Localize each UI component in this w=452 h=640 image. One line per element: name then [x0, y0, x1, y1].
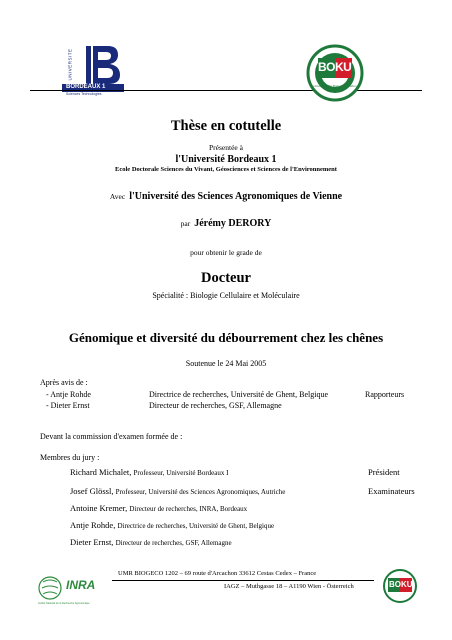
bordeaux-logo-sub: Sciences Technologies — [66, 92, 102, 96]
jury-name: Josef Glössl, — [70, 486, 114, 496]
author-name: Jérémy DERORY — [194, 218, 272, 229]
jury-member — [70, 467, 228, 477]
university-1: l'Université Bordeaux 1 — [175, 154, 277, 165]
jury-member — [70, 537, 232, 547]
boku-footer-logo — [382, 568, 418, 604]
jury-name: Antje Rohde, — [70, 520, 116, 530]
jury-label: Membres du jury : — [40, 453, 100, 462]
jury-title: Directrice de recherches, Université de Ghent, Belgique — [117, 522, 275, 530]
with-prefix: Avec — [109, 192, 126, 201]
jury-title: Professeur, Université des Sciences Agronomiques, Autriche — [115, 488, 286, 496]
bordeaux-logo — [60, 44, 126, 96]
opinion-name: - Antje Rohde — [46, 390, 91, 399]
grade: Docteur — [201, 270, 251, 286]
commission-label: Devant la commission d'examen formée de : — [40, 432, 183, 441]
jury-tag: Président — [368, 467, 400, 477]
jury-name: Dieter Ernst, — [70, 537, 114, 547]
opinion-tag: Rapporteurs — [365, 390, 405, 399]
inra-logo-text: INRA — [66, 578, 96, 592]
presented-label: Présentée à — [209, 143, 243, 152]
doctoral-school: Ecole Doctorale Sciences du Vivant, Géosciences et Sciences de l'Environnement — [115, 166, 337, 173]
boku-logo — [306, 44, 364, 102]
jury-tag: Examinateurs — [368, 486, 415, 496]
jury-title: Professeur, Université Bordeaux I — [133, 469, 229, 477]
bordeaux-logo-name: BORDEAUX 1 — [66, 84, 106, 90]
boku-logo-ring: Universität für Bodenkultur Wien — [313, 84, 357, 88]
university-2: l'Université des Sciences Agronomiques de Vienne — [129, 191, 343, 202]
obtain-label: pour obtenir le grade de — [190, 248, 262, 257]
boku-logo-text: BOKU — [318, 60, 352, 74]
author-line — [0, 213, 452, 231]
opinion-row — [46, 401, 282, 410]
page-title: Thèse en cotutelle — [170, 118, 282, 134]
jury-name: Richard Michalet, — [70, 467, 132, 477]
opinion-row — [46, 390, 404, 399]
inra-logo — [38, 572, 104, 612]
jury-member — [70, 520, 274, 530]
jury-title: Directeur de recherches, INRA, Bordeaux — [129, 505, 248, 513]
speciality: Spécialité : Biologie Cellulaire et Moléculaire — [152, 291, 300, 300]
jury-member — [70, 486, 285, 496]
opinion-role: Directrice de recherches, Université de Ghent, Belgique — [149, 390, 329, 399]
defense-date: Soutenue le 24 Mai 2005 — [185, 359, 267, 368]
jury-title: Directeur de recherches, GSF, Allemagne — [115, 539, 232, 547]
by-prefix: par — [180, 219, 191, 228]
jury-name: Antoine Kremer, — [70, 503, 128, 513]
opinions-label: Après avis de : — [40, 378, 88, 387]
jury-member — [70, 503, 247, 513]
inra-logo-sub: Institut National de la Recherche Agronomique — [38, 602, 90, 605]
thesis-title: Génomique et diversité du débourrement chez les chênes — [68, 330, 384, 345]
with-university-line — [0, 186, 452, 204]
opinion-name: - Dieter Ernst — [46, 401, 90, 410]
footer-address-2: IAGZ – Muthgasse 18 – A1190 Wien - Österreich — [224, 583, 354, 590]
bordeaux-logo-vertical: UNIVERSITE — [67, 48, 73, 81]
opinion-role: Directeur de recherches, GSF, Allemagne — [149, 401, 282, 410]
footer-address-1: UMR BIOGECO 1202 – 69 route d'Arcachon 33612 Cestas Cedex – France — [118, 570, 317, 577]
footer-rule — [112, 580, 374, 581]
boku-footer-text: BOKU — [389, 580, 413, 589]
